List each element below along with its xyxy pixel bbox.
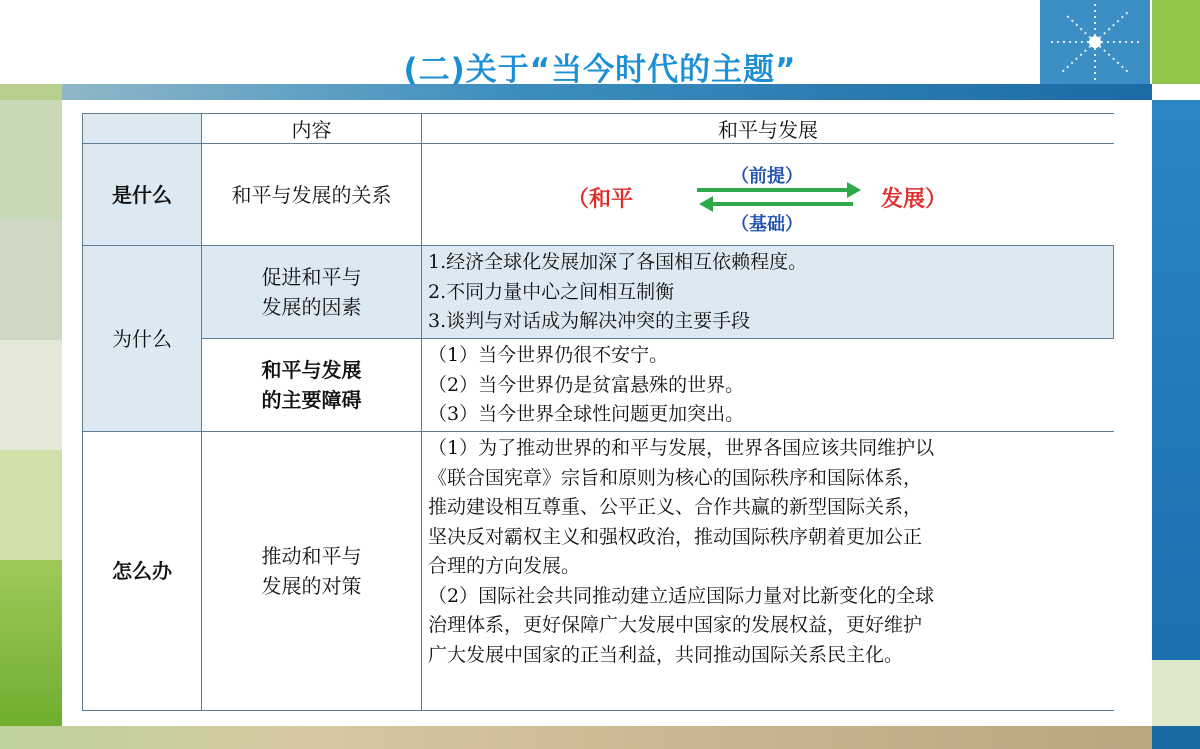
obstacle-line: （1）当今世界仍很不安宁。 xyxy=(428,344,669,366)
row-label-how: 怎么办 xyxy=(83,432,202,710)
obstacle-line: （3）当今世界全球性问题更加突出。 xyxy=(428,403,745,425)
header-empty-cell xyxy=(83,114,202,144)
measure-line: （1）为了推动世界的和平与发展，世界各国应该共同维护以 xyxy=(428,437,935,459)
measure-line: 《联合国宪章》宗旨和原则为核心的国际秩序和国际体系， xyxy=(428,466,923,489)
obstacles-list xyxy=(422,339,1114,432)
diagram-left-label: （和平 xyxy=(567,186,634,212)
row-label-why: 为什么 xyxy=(83,246,202,432)
relation-item: 和平与发展的关系 xyxy=(202,144,422,246)
right-decor-strip xyxy=(1152,0,1200,749)
measure-line: 治理体系，更好保障广大发展中国家的发展权益，更好维护 xyxy=(428,614,923,636)
content-table xyxy=(82,113,1114,711)
relation-diagram xyxy=(563,162,977,236)
header-content: 内容 xyxy=(202,114,422,144)
obstacle-line: （2）当今世界仍是贫富悬殊的世界。 xyxy=(428,373,745,396)
measure-line: 合理的方向发展。 xyxy=(428,555,581,577)
measures-list xyxy=(422,432,1114,710)
factors-list xyxy=(422,246,1114,339)
arrow-left-icon xyxy=(699,196,853,212)
diagram-right-label: 发展） xyxy=(881,186,948,212)
measure-line: 推动建设相互尊重、公平正义、合作共赢的新型国际关系， xyxy=(428,496,923,518)
measure-line: 坚决反对霸权主义和强权政治，推动国际秩序朝着更加公正 xyxy=(428,525,923,548)
bottom-band xyxy=(0,726,1200,749)
left-decor-strip xyxy=(0,0,62,749)
row-label-what: 是什么 xyxy=(83,144,202,246)
measure-line: （2）国际社会共同推动建立适应国际力量对比新变化的全球 xyxy=(428,584,935,607)
diagram-bottom-label: （基础） xyxy=(731,214,803,235)
factor-line: 2.不同力量中心之间相互制衡 xyxy=(428,280,675,303)
obstacles-item: 和平与发展 的主要障碍 xyxy=(202,339,422,432)
bottom-band-right xyxy=(1152,726,1200,749)
factors-item: 促进和平与 发展的因素 xyxy=(202,246,422,339)
diagram-top-label: （前提） xyxy=(731,166,803,187)
header-topic: 和平与发展 xyxy=(422,114,1114,144)
factor-line: 1.经济全球化发展加深了各国相互依赖程度。 xyxy=(428,251,808,273)
measures-item: 推动和平与 发展的对策 xyxy=(202,432,422,710)
measure-line: 广大发展中国家的正当利益，共同推动国际关系民主化。 xyxy=(428,643,904,666)
page-title: (二)关于“当今时代的主题” xyxy=(403,52,797,88)
factor-line: 3.谈判与对话成为解决冲突的主要手段 xyxy=(428,310,751,332)
